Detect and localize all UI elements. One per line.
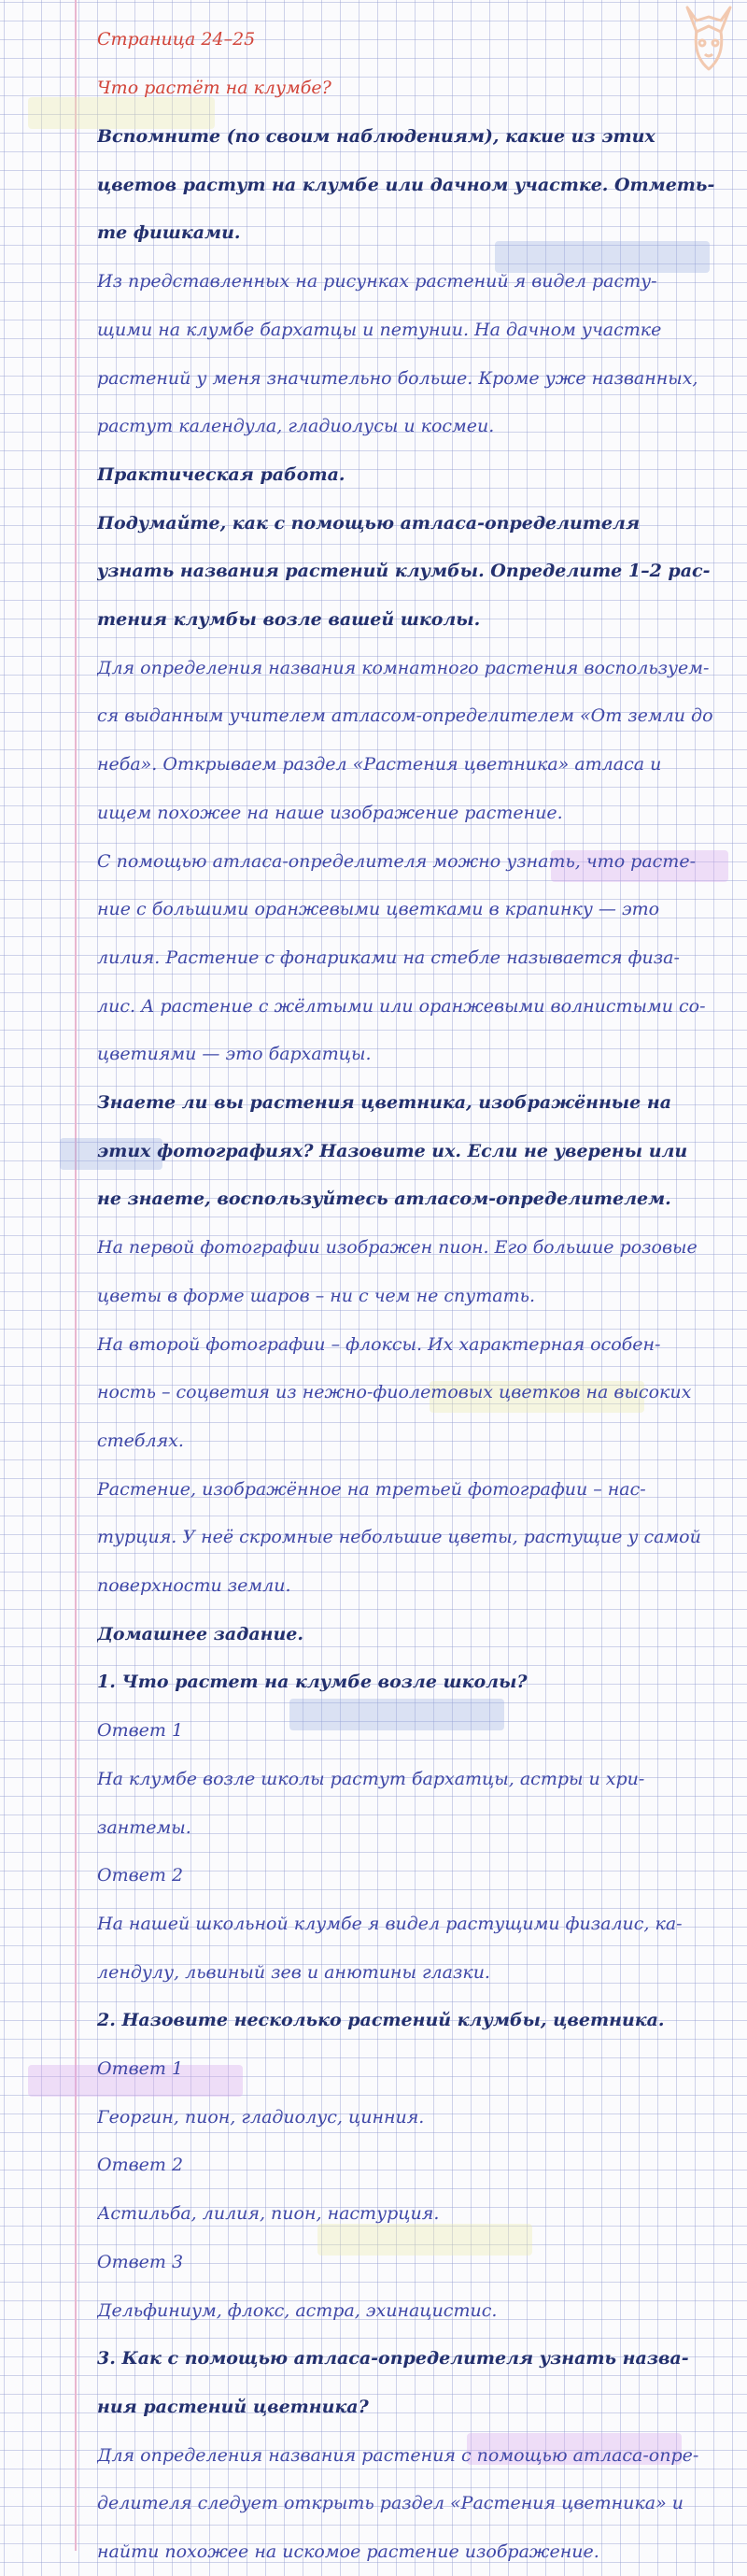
answer-line: Ответ 2: [97, 1865, 184, 1886]
answer-line: поверхности земли.: [97, 1575, 291, 1596]
answer-line: На клумбе возле школы растут бархатцы, астры и хри-: [97, 1769, 645, 1789]
answer-line: На первой фотографии изображен пион. Его большие розовые: [97, 1237, 698, 1258]
task-line: Практическая работа.: [97, 464, 345, 485]
answer-line: найти похожее на искомое растение изображение.: [97, 2541, 599, 2562]
answer-line: растут календула, гладиолусы и космеи.: [97, 416, 495, 436]
answer-line: Для определения названия комнатного растения воспользуем-: [97, 658, 710, 678]
answer-line: На нашей школьной клумбе я видел растущими физалис, ка-: [97, 1914, 683, 1934]
task-line: Знаете ли вы растения цветника, изображённые на: [97, 1092, 672, 1113]
task-line: 2. Назовите несколько растений клумбы, цветника.: [97, 2010, 665, 2030]
answer-line: Из представленных на рисунках растений я видел расту-: [97, 271, 657, 292]
answer-line: ищем похожее на наше изображение растение.: [97, 803, 563, 823]
answer-line: растений у меня значительно больше. Кроме уже названных,: [97, 368, 698, 389]
answer-line: ность – соцветия из нежно-фиолетовых цветков на высоких: [97, 1382, 692, 1402]
lesson-topic-heading: Что растёт на клумбе?: [97, 78, 331, 98]
answer-line: зантемы.: [97, 1817, 191, 1838]
answer-line: Ответ 1: [97, 1720, 184, 1741]
task-line: ния растений цветника?: [97, 2397, 369, 2417]
answer-line: цветиями — это бархатцы.: [97, 1044, 372, 1064]
answer-line: щими на клумбе бархатцы и петунии. На дачном участке: [97, 320, 662, 340]
answer-line: Георгин, пион, гладиолус, цинния.: [97, 2107, 425, 2128]
task-line: не знаете, воспользуйтесь атласом-определителем.: [97, 1188, 671, 1209]
answer-line: ся выданным учителем атласом-определителем «От земли до: [97, 705, 713, 726]
answer-line: Растение, изображённое на третьей фотографии – нас-: [97, 1479, 646, 1500]
task-line: Вспомните (по своим наблюдениям), какие из этих: [97, 126, 655, 147]
task-line: тения клумбы возле вашей школы.: [97, 609, 481, 630]
answer-line: лилия. Растение с фонариками на стебле называется физа-: [97, 947, 680, 968]
answer-line: Дельфиниум, флокс, астра, эхинацистис.: [97, 2300, 498, 2321]
answer-line: цветы в форме шаров – ни с чем не спутать.: [97, 1286, 536, 1306]
answer-line: Ответ 3: [97, 2252, 184, 2272]
task-line: узнать названия растений клумбы. Определите 1–2 рас-: [97, 561, 711, 581]
answer-line: турция. У неё скромные небольшие цветы, растущие у самой: [97, 1527, 701, 1547]
answer-line: ние с большими оранжевыми цветками в крапинку — это: [97, 899, 660, 919]
answer-line: Ответ 2: [97, 2155, 184, 2175]
answer-line: Для определения названия растения с помощью атласа-опре-: [97, 2445, 699, 2466]
answer-line: неба». Открываем раздел «Растения цветника» атласа и: [97, 754, 662, 775]
answer-line: лис. А растение с жёлтыми или оранжевыми волнистыми со-: [97, 996, 706, 1017]
answer-line: Ответ 1: [97, 2058, 184, 2079]
answer-line: Астильба, лилия, пион, настурция.: [97, 2203, 440, 2224]
answer-line: делителя следует открыть раздел «Растения цветника» и: [97, 2493, 684, 2513]
answer-line: На второй фотографии – флоксы. Их характерная особен-: [97, 1334, 661, 1355]
task-line: Домашнее задание.: [97, 1624, 304, 1644]
page-range-heading: Страница 24–25: [97, 29, 256, 50]
task-line: 3. Как с помощью атласа-определителя узнать назва-: [97, 2348, 689, 2369]
task-line: те фишками.: [97, 222, 241, 243]
task-line: цветов растут на клумбе или дачном участке. Отметь-: [97, 175, 715, 195]
answer-line: стеблях.: [97, 1430, 184, 1451]
answer-line: лендулу, львиный зев и анютины глазки.: [97, 1962, 490, 1983]
answer-line: С помощью атласа-определителя можно узнать, что расте-: [97, 851, 696, 872]
task-line: Подумайте, как с помощью атласа-определителя: [97, 513, 641, 534]
task-line: 1. Что растет на клумбе возле школы?: [97, 1672, 528, 1692]
task-line: этих фотографиях? Назовите их. Если не уверены или: [97, 1141, 688, 1161]
